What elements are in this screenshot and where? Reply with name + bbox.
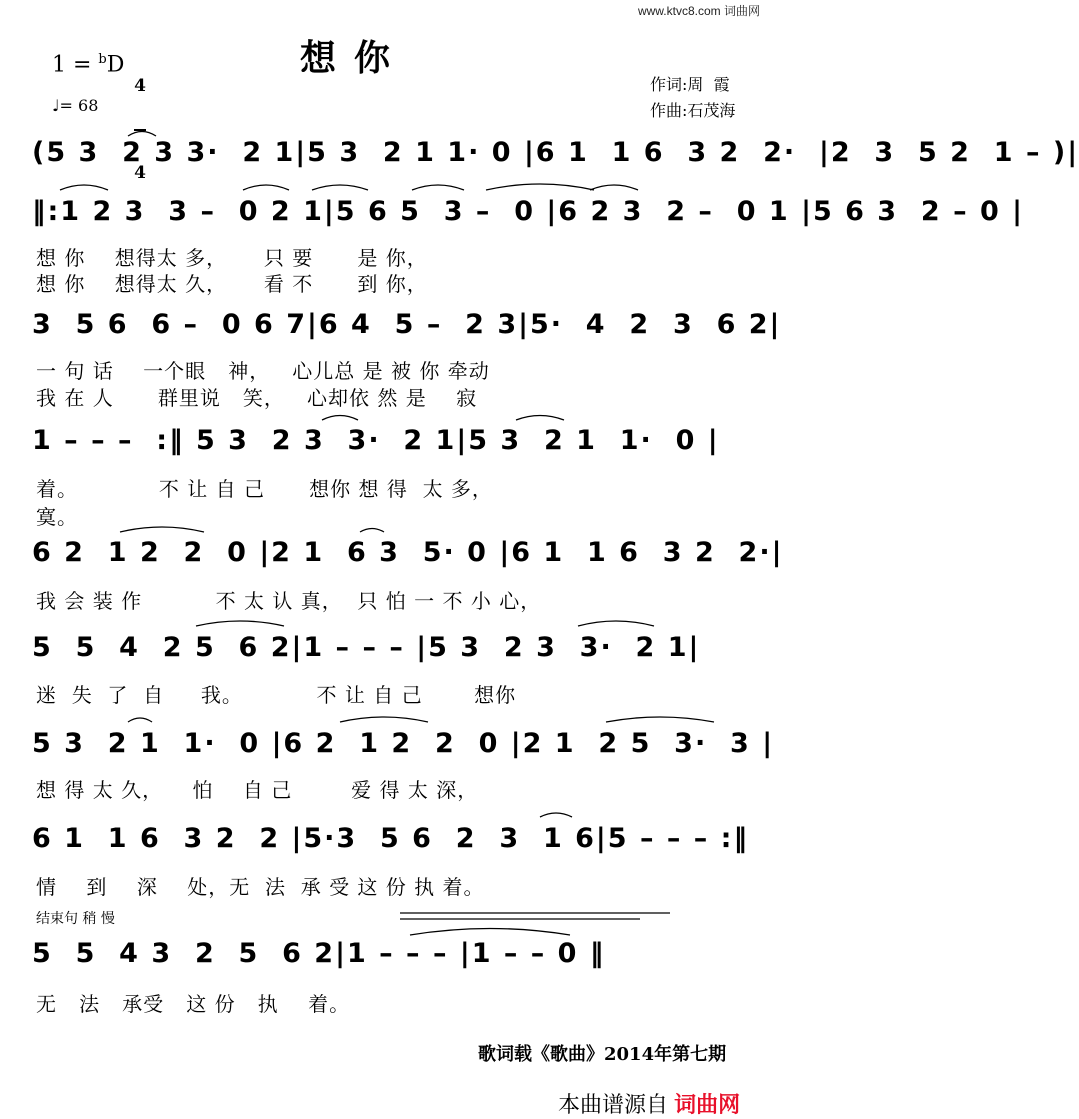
score-line-2-lyric-2: 想 你 想得太 久， 看 不 到 你， [36, 272, 428, 296]
key-flat: b [98, 52, 107, 67]
score-line-5-notes: 6 2 1 2 2 0 |2 1 6 3 5· 0 |6 1 1 6 3 2 2·| [32, 537, 784, 568]
key-note: D [106, 52, 125, 78]
time-bottom: 4 [134, 163, 146, 183]
score-line-4-lyric-2: 寞。 [36, 505, 78, 529]
score-line-2-lyric-1: 想 你 想得太 多， 只 要 是 你， [36, 246, 428, 270]
score-line-6-notes: 5 5 4 2 5 6 2|1 – – – |5 3 2 3 3· 2 1| [32, 632, 701, 663]
score-line-9-notes: 5 5 4 3 2 5 6 2|1 – – – |1 – – 0 ‖ [32, 938, 606, 969]
score-line-8-notes: 6 1 1 6 3 2 2 |5·3 5 6 2 3 1 6|5 – – – :‖ [32, 823, 749, 854]
score-line-2-notes: ‖:1 2 3 3 – 0 2 1|5 6 5 3 – 0 |6 2 3 2 – 0 1 |5 6 3 2 – 0 | [32, 196, 1025, 227]
score-line-3-notes: 3 5 6 6 – 0 6 7|6 4 5 – 2 3|5· 4 2 3 6 2| [32, 309, 782, 340]
ending-note: 结束句 稍 慢 [36, 911, 115, 927]
footer-brand[interactable]: 词曲网 [674, 1092, 741, 1117]
score-line-6-lyric-1: 迷 失 了 自 我。 不 让 自 己 想你 [36, 683, 517, 707]
time-top: 4 [134, 76, 146, 96]
score-line-9-lyric-1: 无 法 承受 这 份 执 着。 [36, 992, 351, 1016]
score-line-4-lyric-1: 着。 不 让 自 己 想你 想 得 太 多， [36, 477, 493, 501]
footer-credit [558, 1088, 740, 1119]
score-line-8-lyric-1: 情 到 深 处，无 法 承 受 这 份 执 着。 [36, 875, 485, 899]
footer-prefix: 本曲谱源自 [558, 1092, 669, 1117]
watermark: www.ktvc8.com 词曲网 [637, 4, 760, 18]
quarter-note-icon: ♩ [52, 96, 60, 115]
score-line-4-notes: 1 – – – :‖ 5 3 2 3 3· 2 1|5 3 2 1 1· 0 | [32, 425, 720, 456]
score-line-3-lyric-2: 我 在 人 群里说 笑， 心却依 然 是 寂 [36, 386, 478, 410]
score-line-7-notes: 5 3 2 1 1· 0 |6 2 1 2 2 0 |2 1 2 5 3· 3 | [32, 728, 775, 759]
tempo-value: = 68 [59, 96, 99, 115]
song-title: 想你 [300, 37, 409, 79]
key-prefix: 1 = [52, 52, 99, 78]
score-line-3-lyric-1: 一 句 话 一个眼 神， 心儿总 是 被 你 牵动 [36, 359, 490, 383]
lyricist-credit: 作词:周 霞 [650, 75, 730, 94]
composer-credit: 作曲:石茂海 [650, 101, 736, 120]
score-line-7-lyric-1: 想 得 太 久， 怕 自 己 爱 得 太 深， [36, 778, 479, 802]
score-line-1-notes: (5 3 2 3 3· 2 1|5 3 2 1 1· 0 |6 1 1 6 3 2 2· |2 3 5 2 1 – )| [32, 137, 1079, 168]
score-line-5-lyric-1: 我 会 装 作 不 太 认 真， 只 怕 一 不 小 心， [36, 589, 542, 613]
source-citation: 歌词载《歌曲》2014年第七期 [478, 1044, 727, 1065]
